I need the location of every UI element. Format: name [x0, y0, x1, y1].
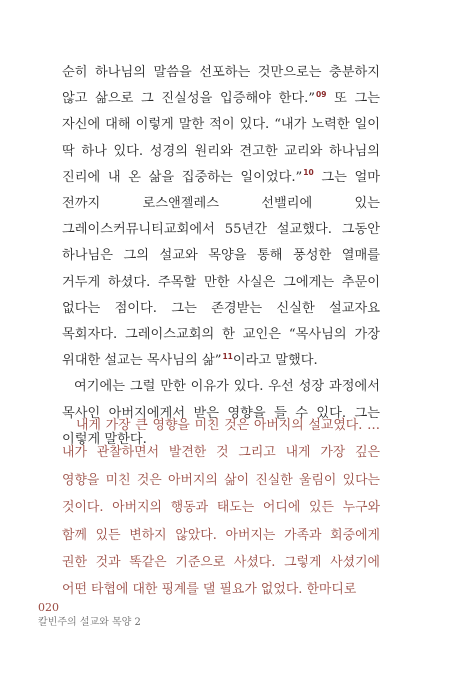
paragraph-2: 여기에는 그럴 만한 이유가 있다. 우선 성장 과정에서 목사인 아버지에게서 받은 영향을 들 수 있다. 그는 이렇게 말한다. — [62, 379, 380, 447]
paragraph-1-part-2: 또 그는 자신에 대해 이렇게 말한 적이 있다. “내가 노력한 일이 딱 하나 있다. 성경의 원리와 견고한 교리와 하나님의 진리에 내 온 삶을 집중하는 일이었다.” — [62, 91, 380, 185]
paragraph-1-part-3: 그는 얼마 전까지 로스앤젤레스 선밸리에 있는 그레이스커뮤니티교회에서 55년간 설교했다. 그동안 하나님은 그의 설교와 목양을 통해 풍성한 열매를 거두게 하셨다. 주목할 만한 사실은 그에게는 추문이 없다는 점이다. 그는 존경받는 신실한 설교자요 목회자다. 그레이스교회의 한 교인은 “목사님의 가장 위대한 설교는 목사님의 삶” — [62, 169, 380, 369]
footnote-marker-11: 11 — [222, 351, 233, 361]
footnote-marker-10: 10 — [303, 168, 314, 178]
paragraph-1-part-1: 순히 하나님의 말씀을 선포하는 것만으로는 충분하지 않고 삶으로 그 진실성을 입증해야 한다.” — [62, 65, 380, 107]
block-quote: 내게 가장 큰 영향을 미친 것은 아버지의 설교였다. … 내가 관찰하면서 발견한 것 그리고 내게 가장 깊은 영향을 미친 것은 아버지의 삶이 진실한 울림이 있다는 것이다. 아버지의 행동과 태도는 어디에 있든 누구와 함께 있든 변하지 않았다. 아버지는 가족과 회중에게 권한 것과 똑같은 기준으로 사셨다. 그렇게 사셨기에 어떤 타협에 대한 핑계를 댈 필요가 없었다. 한마디로 — [62, 418, 380, 598]
running-title: 칼빈주의 설교와 목양 2 — [38, 617, 141, 628]
footnote-marker-09: 09 — [316, 89, 327, 99]
paragraph-1 — [62, 60, 380, 374]
paragraph-1-part-4: 이라고 말했다. — [232, 353, 318, 369]
page-number: 020 — [38, 601, 59, 614]
body-text — [62, 60, 380, 453]
